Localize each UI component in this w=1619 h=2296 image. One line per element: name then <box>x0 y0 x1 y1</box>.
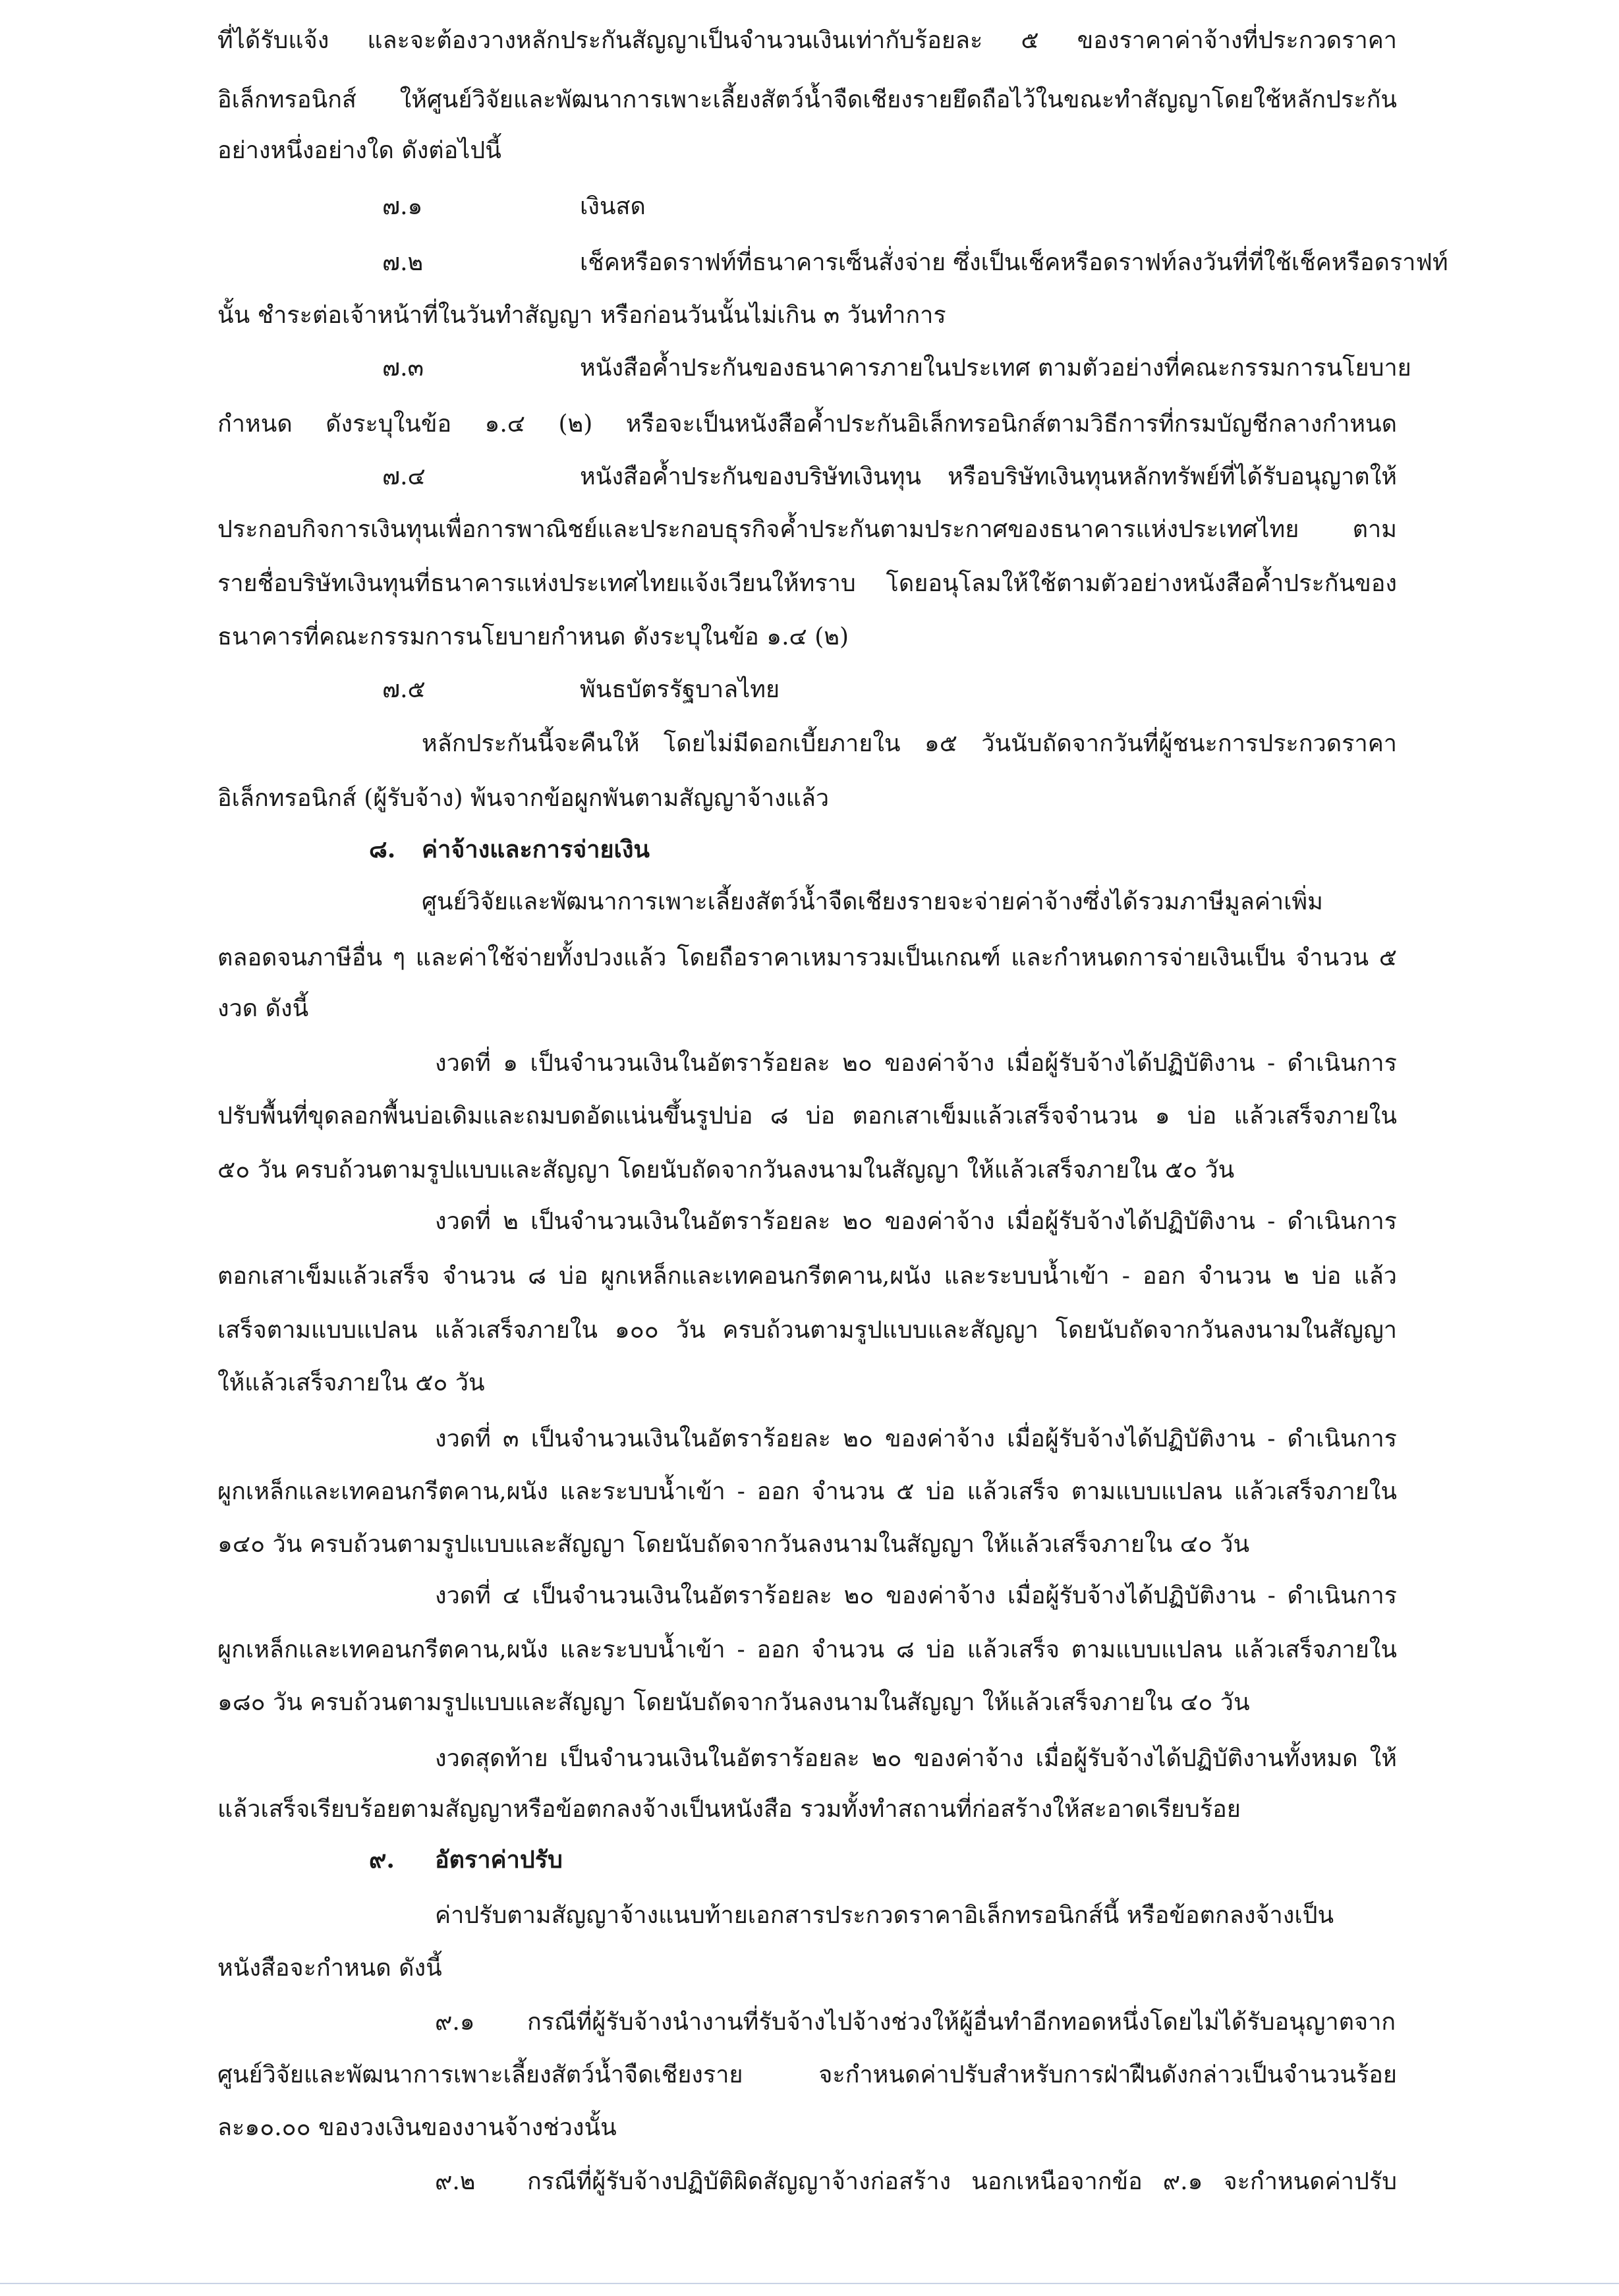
item-text: หนังสือค้ำประกันของธนาคารภายในประเทศ ตามตัวอย่างที่คณะกรรมการนโยบาย <box>580 355 1411 382</box>
paragraph-line: อย่างหนึ่งอย่างใด ดังต่อไปนี้ <box>217 137 501 164</box>
paragraph-line: ตอกเสาเข็มแล้วเสร็จ จำนวน ๘ บ่อ ผูกเหล็กและเทคอนกรีตคาน,ผนัง และระบบน้ำเข้า - ออก จำนวน ๒ บ่อ แล้ว <box>217 1263 1397 1290</box>
paragraph-line: หนังสือจะกำหนด ดังนี้ <box>217 1955 442 1982</box>
paragraph-line: ประกอบกิจการเงินทุนเพื่อการพาณิชย์และประกอบธุรกิจค้ำประกันตามประกาศของธนาคารแห่งประเทศไทย ตาม <box>217 516 1397 543</box>
paragraph-line: งวดสุดท้าย เป็นจำนวนเงินในอัตราร้อยละ ๒๐ ของค่าจ้าง เมื่อผู้รับจ้างได้ปฏิบัติงานทั้งหมด ให้ <box>435 1745 1397 1772</box>
item-text: กรณีที่ผู้รับจ้างปฏิบัติผิดสัญญาจ้างก่อสร้าง นอกเหนือจากข้อ ๙.๑ จะกำหนดค่าปรับ <box>527 2168 1397 2195</box>
paragraph-line: ผูกเหล็กและเทคอนกรีตคาน,ผนัง และระบบน้ำเข้า - ออก จำนวน ๘ บ่อ แล้วเสร็จ ตามแบบแปลน แล้วเสร็จภายใน <box>217 1636 1397 1663</box>
paragraph-line: เสร็จตามแบบแปลน แล้วเสร็จภายใน ๑๐๐ วัน ครบถ้วนตามรูปแบบและสัญญา โดยนับถัดจากวันลงนามในสัญญา <box>217 1317 1397 1344</box>
paragraph-line: ๑๔๐ วัน ครบถ้วนตามรูปแบบและสัญญา โดยนับถัดจากวันลงนามในสัญญา ให้แล้วเสร็จภายใน ๔๐ วัน <box>217 1531 1250 1558</box>
paragraph-line: แล้วเสร็จเรียบร้อยตามสัญญาหรือข้อตกลงจ้างเป็นหนังสือ รวมทั้งทำสถานที่ก่อสร้างให้สะอาดเรียบร้อย <box>217 1796 1241 1823</box>
paragraph-line: งวด ดังนี้ <box>217 995 309 1022</box>
paragraph-line: รายชื่อบริษัทเงินทุนที่ธนาคารแห่งประเทศไทยแจ้งเวียนให้ทราบ โดยอนุโลมให้ใช้ตามตัวอย่างหนังสือค้ำประกันของ <box>217 570 1397 597</box>
paragraph-line: ละ๑๐.๐๐ ของวงเงินของงานจ้างช่วงนั้น <box>217 2114 617 2141</box>
item-text: เงินสด <box>580 193 646 220</box>
paragraph-line: ปรับพื้นที่ขุดลอกพื้นบ่อเดิมและถมบดอัดแน่นขึ้นรูปบ่อ ๘ บ่อ ตอกเสาเข็มแล้วเสร็จจำนวน ๑ บ่อ แล้วเสร็จภายใน <box>217 1103 1397 1130</box>
paragraph-line: กำหนด ดังระบุในข้อ ๑.๔ (๒) หรือจะเป็นหนังสือค้ำประกันอิเล็กทรอนิกส์ตามวิธีการที่กรมบัญชีกลางกำหนด <box>217 411 1397 438</box>
paragraph-line: งวดที่ ๔ เป็นจำนวนเงินในอัตราร้อยละ ๒๐ ของค่าจ้าง เมื่อผู้รับจ้างได้ปฏิบัติงาน - ดำเนินการ <box>435 1582 1397 1609</box>
item-text: กรณีที่ผู้รับจ้างนำงานที่รับจ้างไปจ้างช่วงให้ผู้อื่นทำอีกทอดหนึ่งโดยไม่ได้รับอนุญาตจาก <box>527 2009 1396 2036</box>
item-text: เช็คหรือดราฟท์ที่ธนาคารเซ็นสั่งจ่าย ซึ่งเป็นเช็คหรือดราฟท์ลงวันที่ที่ใช้เช็คหรือดราฟท์ <box>580 249 1448 276</box>
paragraph-line: ธนาคารที่คณะกรรมการนโยบายกำหนด ดังระบุในข้อ ๑.๔ (๒) <box>217 623 849 650</box>
paragraph-line: ตลอดจนภาษีอื่น ๆ และค่าใช้จ่ายทั้งปวงแล้ว โดยถือราคาเหมารวมเป็นเกณฑ์ และกำหนดการจ่ายเงินเป็น จำนวน ๕ <box>217 944 1397 971</box>
scan-edge-line <box>0 2283 1619 2284</box>
paragraph-line: นั้น ชำระต่อเจ้าหน้าที่ในวันทำสัญญา หรือก่อนวันนั้นไม่เกิน ๓ วันทำการ <box>217 302 946 329</box>
section-number: ๙. <box>369 1846 395 1874</box>
paragraph-line: งวดที่ ๑ เป็นจำนวนเงินในอัตราร้อยละ ๒๐ ของค่าจ้าง เมื่อผู้รับจ้างได้ปฏิบัติงาน - ดำเนินการ <box>435 1050 1397 1077</box>
item-number: ๙.๒ <box>435 2168 476 2195</box>
item-number: ๗.๕ <box>382 676 426 703</box>
paragraph-line: ค่าปรับตามสัญญาจ้างแนบท้ายเอกสารประกวดราคาอิเล็กทรอนิกส์นี้ หรือข้อตกลงจ้างเป็น <box>435 1902 1334 1929</box>
item-number: ๗.๓ <box>382 355 424 382</box>
section-number: ๘. <box>369 836 396 863</box>
item-number: ๗.๒ <box>382 249 424 276</box>
paragraph-line: ให้แล้วเสร็จภายใน ๕๐ วัน <box>217 1369 485 1396</box>
section-heading: อัตราค่าปรับ <box>435 1846 563 1874</box>
item-number: ๙.๑ <box>435 2009 475 2036</box>
item-number: ๗.๔ <box>382 463 426 490</box>
paragraph-line: ๕๐ วัน ครบถ้วนตามรูปแบบและสัญญา โดยนับถัดจากวันลงนามในสัญญา ให้แล้วเสร็จภายใน ๕๐ วัน <box>217 1157 1235 1184</box>
paragraph-line: ผูกเหล็กและเทคอนกรีตคาน,ผนัง และระบบน้ำเข้า - ออก จำนวน ๕ บ่อ แล้วเสร็จ ตามแบบแปลน แล้วเสร็จภายใน <box>217 1478 1397 1505</box>
item-text: หนังสือค้ำประกันของบริษัทเงินทุน หรือบริษัทเงินทุนหลักทรัพย์ที่ได้รับอนุญาตให้ <box>580 463 1397 490</box>
paragraph-line: อิเล็กทรอนิกส์ (ผู้รับจ้าง) พ้นจากข้อผูกพันตามสัญญาจ้างแล้ว <box>217 785 830 812</box>
paragraph-line: ที่ได้รับแจ้ง และจะต้องวางหลักประกันสัญญาเป็นจำนวนเงินเท่ากับร้อยละ ๕ ของราคาค่าจ้างที่ประกวดราคา <box>217 27 1397 54</box>
section-heading: ค่าจ้างและการจ่ายเงิน <box>422 836 650 863</box>
paragraph-line: อิเล็กทรอนิกส์ ให้ศูนย์วิจัยและพัฒนาการเพาะเลี้ยงสัตว์น้ำจืดเชียงรายยึดถือไว้ในขณะทำสัญญาโดยใช้หลักประกัน <box>217 86 1397 113</box>
paragraph-line: งวดที่ ๓ เป็นจำนวนเงินในอัตราร้อยละ ๒๐ ของค่าจ้าง เมื่อผู้รับจ้างได้ปฏิบัติงาน - ดำเนินการ <box>435 1425 1397 1452</box>
item-number: ๗.๑ <box>382 193 423 220</box>
paragraph-line: งวดที่ ๒ เป็นจำนวนเงินในอัตราร้อยละ ๒๐ ของค่าจ้าง เมื่อผู้รับจ้างได้ปฏิบัติงาน - ดำเนินการ <box>435 1208 1397 1235</box>
paragraph-line: ๑๘๐ วัน ครบถ้วนตามรูปแบบและสัญญา โดยนับถัดจากวันลงนามในสัญญา ให้แล้วเสร็จภายใน ๔๐ วัน <box>217 1689 1250 1716</box>
paragraph-line: หลักประกันนี้จะคืนให้ โดยไม่มีดอกเบี้ยภายใน ๑๕ วันนับถัดจากวันที่ผู้ชนะการประกวดราคา <box>422 730 1397 757</box>
paragraph-line: ศูนย์วิจัยและพัฒนาการเพาะเลี้ยงสัตว์น้ำจืดเชียงราย จะกำหนดค่าปรับสำหรับการฝ่าฝืนดังกล่าวเป็นจำนวนร้อย <box>217 2061 1397 2088</box>
paragraph-line: ศูนย์วิจัยและพัฒนาการเพาะเลี้ยงสัตว์น้ำจืดเชียงรายจะจ่ายค่าจ้างซึ่งได้รวมภาษีมูลค่าเพิ่ม <box>422 888 1323 915</box>
item-text: พันธบัตรรัฐบาลไทย <box>580 676 780 703</box>
